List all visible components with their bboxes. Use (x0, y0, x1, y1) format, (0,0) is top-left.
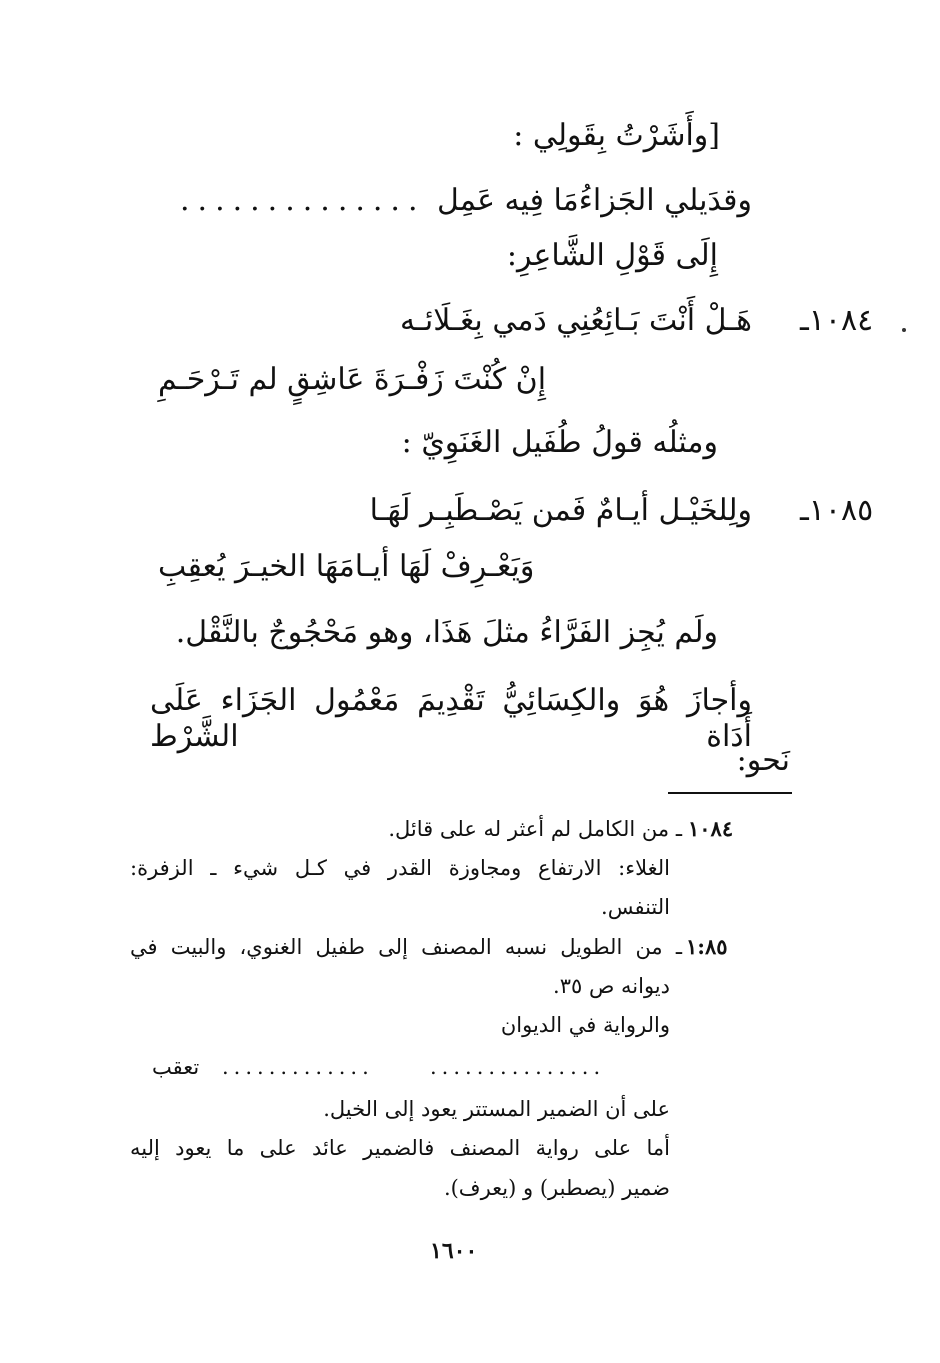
example-label: نَحو: (736, 743, 790, 778)
footnote-1085-line-3: والرواية في الديوان (500, 1013, 670, 1037)
verse-number-1085: ١٠٨٥ـ (800, 493, 874, 528)
verse-1085-hemistich-1: ولِلخَيْـل أيـامٌ فَمن يَصْـطَبِـر لَهَـا (369, 493, 752, 528)
stray-dot (902, 328, 906, 332)
example-intro-line: ومثلُه قولُ طُفَيل الغَنَوِيّ : (401, 425, 718, 460)
poet-intro-line: إِلَى قَوْلِ الشَّاعِرِ: (506, 238, 718, 273)
footnote-1085-variant-word: تعقب (152, 1055, 200, 1079)
verse-1085-hemistich-2: وَيَعْـرِفْ لَهَا أيـامَهَا الخيـرَ يُعقِبِ (158, 549, 535, 584)
footnote-1085-ellipsis-right: ............... (430, 1055, 606, 1079)
quoted-verse-line: وقدَيلي الجَزاءُمَا فِيه عَمِل (437, 183, 752, 218)
footnote-1084-line-3: التنفس. (601, 895, 670, 919)
verse-1084-hemistich-2: إِنْ كُنْتَ زَفْـرَةَ عَاشِقٍ لم تَـرْحَـمِ (158, 362, 547, 397)
verse-number-1084: ١٠٨٤ـ (800, 303, 874, 338)
footnote-1085-line-2: ديوانه ص ٣٥. (553, 974, 670, 998)
farra-comment-line: ولَم يُجِز الفَرَّاءُ مثلَ هَذَا، وهو مَحْجُوجٌ بالنَّقْل. (175, 615, 718, 650)
kisai-comment-line: وأجازَ هُوَ والكِسَائِيُّ تَقْدِيمَ مَعْمُول الجَزَاء عَلَى أَدَاة الشَّرْط (150, 683, 752, 754)
verse-1084-hemistich-1: هَـلْ أَنْتَ بَـائِعُنِي دَمي بِغَـلَائـه (400, 303, 752, 338)
footnote-separator (668, 792, 792, 794)
footnote-1084-line-1: ـ من الكامل لم أعثر له على قائل. (388, 817, 682, 841)
footnote-1085-line-5: أما على رواية المصنف فالضمير عائد على ما يعود إليه (130, 1136, 670, 1160)
footnote-1085-line-1: ـ من الطويل نسبه المصنف إلى طفيل الغنوي، والبيت في (130, 935, 682, 959)
footnote-number-1085: ١:٨٥ (686, 934, 728, 959)
footnote-1085-line-6: ضمير (يصطبر) و (يعرف). (443, 1176, 670, 1200)
footnote-1084-line-2: الغلاء: الارتفاع ومجاوزة القدر في كـل شيء ـ الزفرة: (130, 856, 670, 880)
page-number: ١٦٠٠ (430, 1238, 478, 1264)
footnote-number-1084: ١٠٨٤ (688, 816, 734, 841)
intro-line: [وأَشَرْتُ بِقَولِي : (513, 118, 720, 153)
footnote-1085-ellipsis-left: ............. (222, 1055, 374, 1079)
quoted-verse-ellipsis: .............. (180, 183, 426, 218)
footnote-1085-line-4: على أن الضمير المستتر يعود إلى الخيل. (323, 1097, 670, 1121)
